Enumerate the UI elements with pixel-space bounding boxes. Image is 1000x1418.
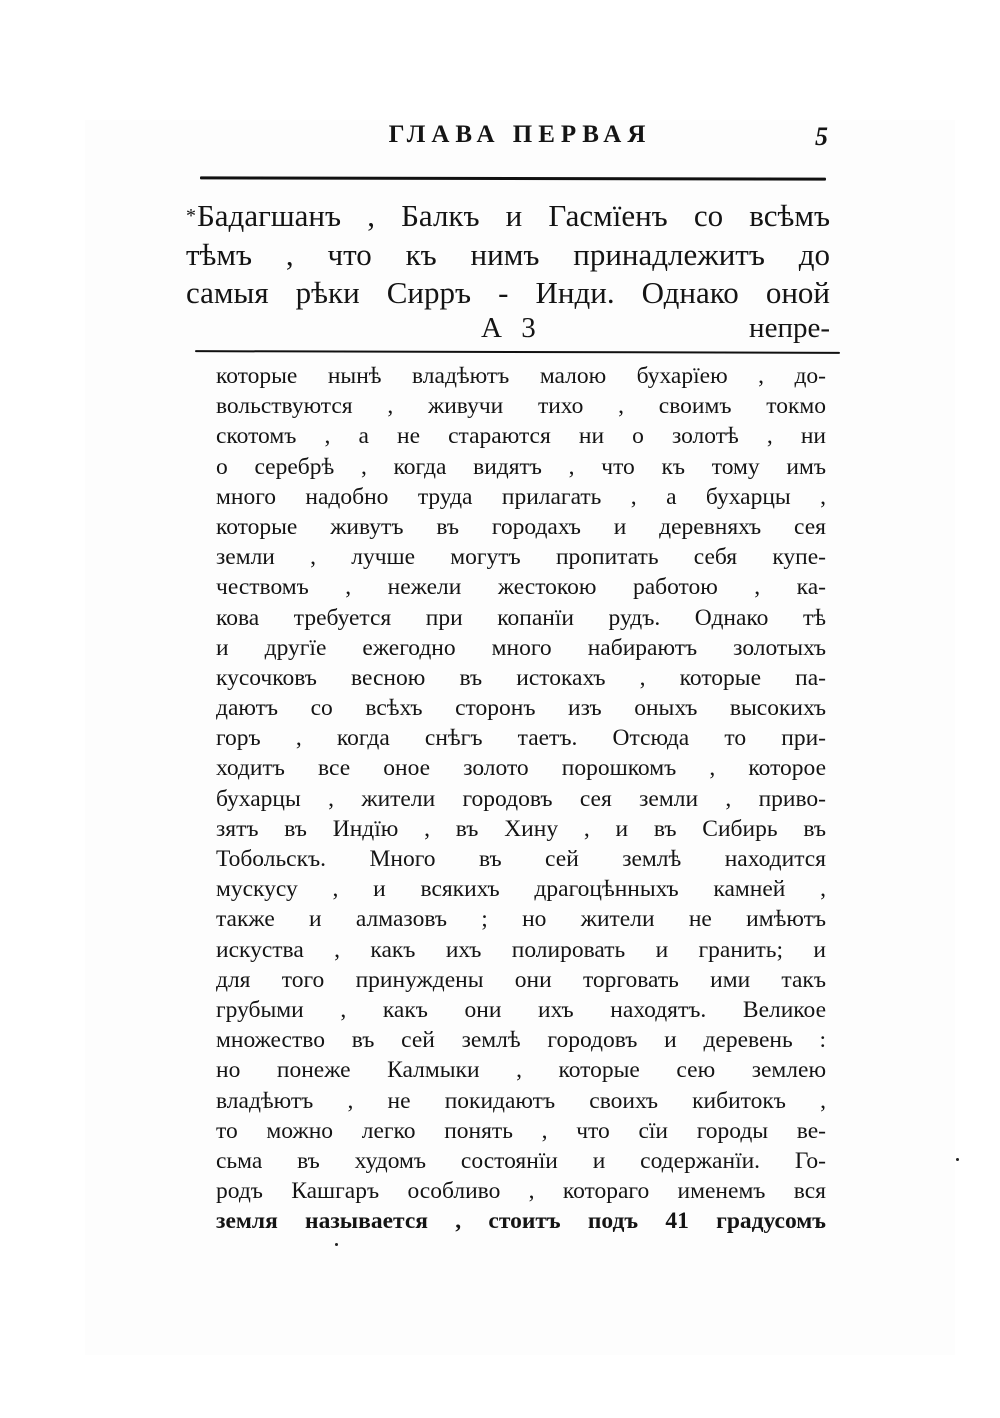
footnote-line: множество въ сей землѣ городовъ и деревень :: [216, 1027, 826, 1054]
footnote-line: ходитъ все оное золото порошкомъ , которое: [216, 755, 826, 782]
main-text-block: [186, 197, 830, 313]
footnote-line: чествомъ , нежели жестокою работою , ка-: [216, 574, 826, 601]
footnote-block: [216, 361, 826, 1236]
printer-signature: А 3: [481, 312, 542, 344]
footnote-line: для того принуждены они торговать ими такъ: [216, 966, 826, 993]
page-number: 5: [815, 122, 828, 151]
footnote-line: также и алмазовъ ; но жители не имѣютъ: [216, 906, 826, 933]
footnote-line: кова требуется при копанїи рудъ. Однако тѣ: [216, 604, 826, 631]
footnote-line: земли , лучше могутъ пропитать себя купе-: [216, 544, 826, 571]
footnote-line: кусочковъ весною въ истокахъ , которые па-: [216, 664, 826, 691]
footnote-marker: *: [186, 205, 196, 227]
footnote-line: горъ , когда снѣгъ таетъ. Отсюда то при-: [216, 725, 826, 752]
footnote-line: которые нынѣ владѣютъ малою бухарїею , до-: [216, 363, 826, 389]
main-text-line: тѣмъ , что къ нимъ принадлежитъ до: [186, 236, 830, 272]
footnote-line: мускусу , и всякихъ драгоцѣнныхъ камней ,: [216, 876, 826, 903]
footnote-line: даютъ со всѣхъ сторонъ изъ оныхъ высокихъ: [216, 695, 826, 722]
running-head: [200, 115, 830, 155]
footnote-line: но понеже Калмыки , которые сею землею: [216, 1057, 826, 1084]
chapter-title: ГЛАВА ПЕРВАЯ: [388, 121, 652, 148]
footnote-line: о серебрѣ , когда видятъ , что къ тому имъ: [216, 453, 826, 480]
footnote-line: Тобольскъ. Много въ сей землѣ находится: [216, 846, 826, 872]
footnote-line: бухарцы , жители городовъ сея земли , приво-: [216, 785, 826, 812]
footnote-line: и другїе ежегодно много набираютъ золотыхъ: [216, 634, 826, 661]
footnote-line: вольствуются , живучи тихо , своимъ токмо: [216, 393, 826, 420]
footnote-line: то можно легко понять , что сїи городы ве-: [216, 1117, 826, 1144]
scan-speck: [335, 1243, 338, 1246]
catchword: непре-: [749, 312, 830, 344]
footnote-line: земля называется , стоитъ подъ 41 градусомъ: [216, 1208, 826, 1235]
footnote-line: владѣютъ , не покидаютъ своихъ кибитокъ ,: [216, 1087, 826, 1114]
footnote-line: много надобно труда прилагать , а бухарцы ,: [216, 483, 826, 510]
footnote-line: скотомъ , а не стараются ни о золотѣ , ни: [216, 423, 826, 450]
signature-line: [186, 313, 830, 351]
footnote-line: родъ Кашгаръ особливо , котораго именемъ вся: [216, 1178, 826, 1205]
footnote-line: сьма въ худомъ состоянїи и содержанїи. Го-: [216, 1147, 826, 1174]
main-text-line: *Бадагшанъ , Балкъ и Гасмїенъ со всѣмъ: [186, 198, 830, 233]
footnote-line: которые живутъ въ городахъ и деревняхъ сея: [216, 513, 826, 540]
main-text-line: самыя рѣки Сирръ - Инди. Однако оной: [186, 275, 830, 310]
footnote-line: грубыми , какъ они ихъ находятъ. Великое: [216, 996, 826, 1023]
footnote-line: искуства , какъ ихъ полировать и гранить; и: [216, 936, 826, 963]
footnote-line: зятъ въ Индїю , въ Хину , и въ Сибирь въ: [216, 815, 826, 842]
scan-speck: [956, 1158, 959, 1161]
